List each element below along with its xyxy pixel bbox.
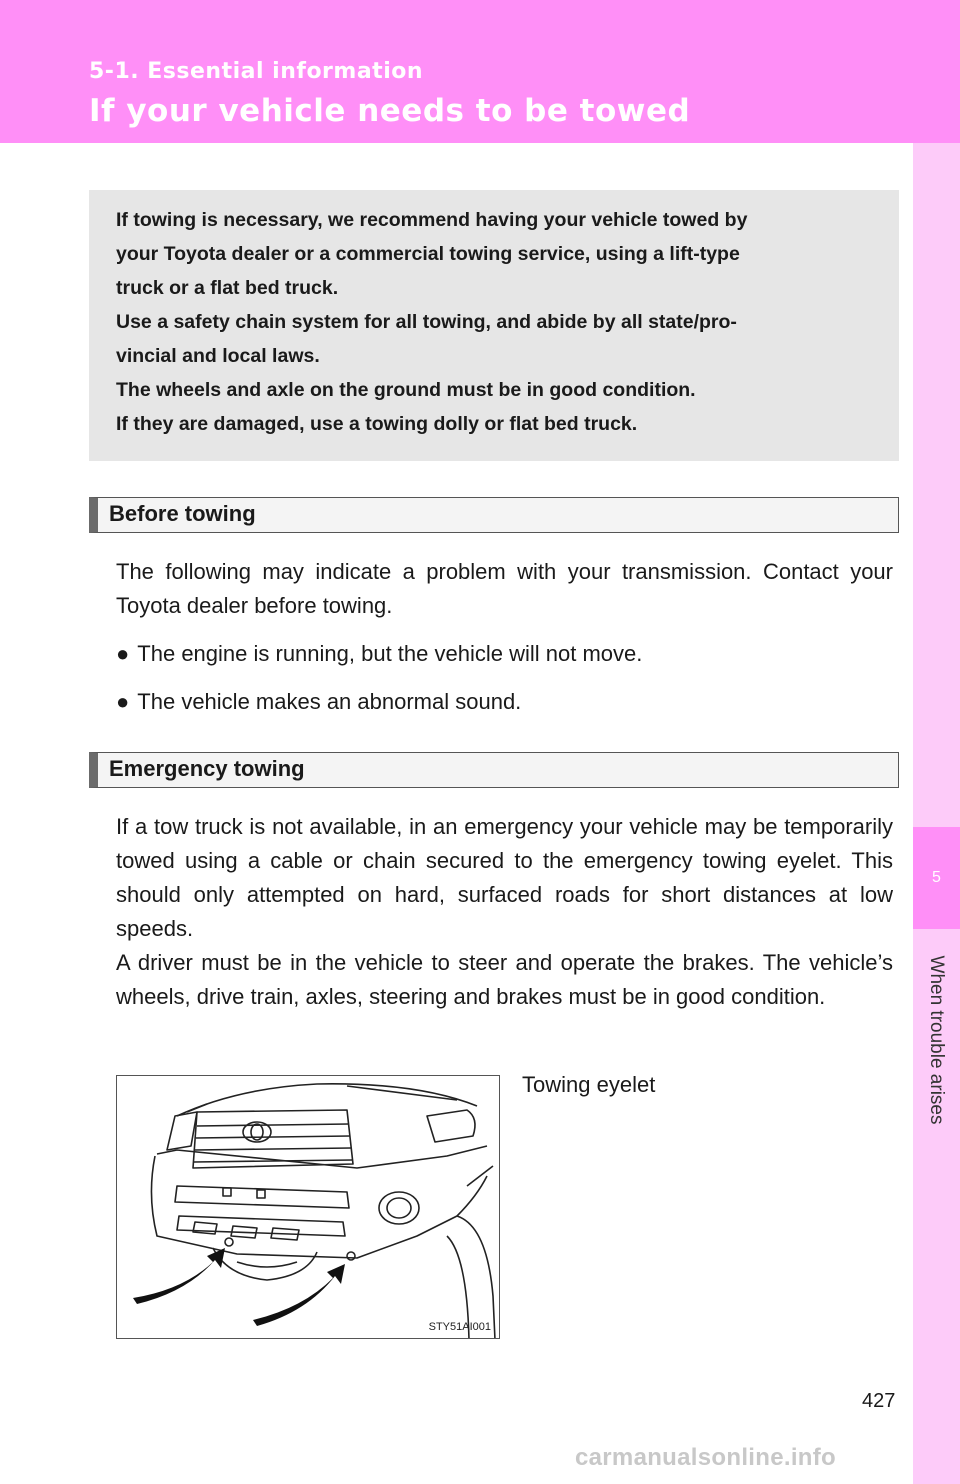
vehicle-front-illustration	[117, 1076, 500, 1339]
bullet-item	[116, 637, 642, 671]
intro-line: If towing is necessary, we recommend having your vehicle towed by	[116, 209, 748, 231]
side-tab	[913, 143, 960, 1484]
chapter-number[interactable]: 5	[913, 827, 960, 929]
section-label: 5-1. Essential information	[89, 59, 424, 84]
figure-callout: Towing eyelet	[522, 1072, 656, 1097]
emergency-towing-paragraph-2: A driver must be in the vehicle to steer and operate the brakes. The vehicle’s wheels, drive train, axles, steering and brakes must be in good condition.	[116, 950, 893, 1009]
watermark: carmanualsonline.info	[575, 1444, 837, 1471]
bullet-text: The vehicle makes an abnormal sound.	[137, 689, 522, 714]
bullet-item	[116, 685, 521, 719]
towing-eyelet-figure	[116, 1075, 500, 1339]
page-title: If your vehicle needs to be towed	[89, 93, 691, 129]
intro-line: vincial and local laws.	[116, 345, 320, 367]
page-header	[0, 0, 960, 143]
bullet-text: The engine is running, but the vehicle will not move.	[137, 641, 643, 666]
bullet-icon: ●	[116, 641, 130, 666]
intro-line: your Toyota dealer or a commercial towing service, using a lift-type	[116, 243, 740, 265]
emergency-towing-heading: Emergency towing	[89, 752, 899, 788]
intro-box	[89, 190, 899, 461]
chapter-name: When trouble arises	[926, 955, 947, 1125]
page-number: 427	[862, 1390, 896, 1412]
intro-line: If they are damaged, use a towing dolly or flat bed truck.	[116, 413, 638, 435]
before-towing-text: The following may indicate a problem with your transmission. Contact your Toyota dealer before towing.	[116, 559, 893, 618]
intro-line: Use a safety chain system for all towing, and abide by all state/pro-	[116, 311, 737, 333]
figure-code: STY51AI001	[428, 1321, 491, 1333]
before-towing-heading: Before towing	[89, 497, 899, 533]
intro-line: truck or a flat bed truck.	[116, 277, 339, 299]
intro-line: The wheels and axle on the ground must be in good condition.	[116, 379, 696, 401]
emergency-towing-paragraph-1: If a tow truck is not available, in an emergency your vehicle may be temporarily towed using a cable or chain secured to the emergency towing eyelet. This should only attempted on hard, surfaced roads for short distances at low speeds.	[116, 814, 893, 941]
bullet-icon: ●	[116, 689, 130, 714]
